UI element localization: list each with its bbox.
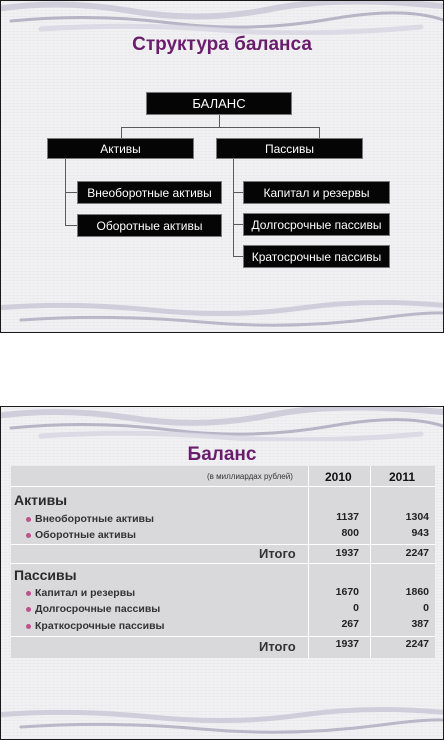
total-value: 2247: [405, 638, 429, 650]
total-value: 1937: [335, 638, 359, 650]
section-liabilities: Пассивы: [14, 567, 77, 583]
total-value: 1937: [335, 547, 359, 559]
connector-line: [65, 192, 77, 193]
brush-stroke-decoration: [1, 407, 443, 441]
value-cell: 0: [423, 602, 429, 614]
connector-line: [219, 114, 220, 127]
node-assets: Активы: [47, 138, 194, 159]
row-label: Оборотные активы: [26, 529, 136, 541]
year-header: 2011: [389, 470, 416, 484]
bullet-icon: [26, 607, 31, 612]
balance-table: [11, 466, 435, 658]
row-label: Краткосрочные пассивы: [26, 620, 165, 632]
connector-line: [121, 127, 320, 128]
node-liabilities: Пассивы: [216, 138, 363, 159]
value-cell: 943: [411, 527, 429, 539]
total-value: 2247: [405, 547, 429, 559]
value-cell: 387: [411, 618, 429, 630]
connector-line: [233, 159, 234, 257]
table-divider: [11, 563, 435, 564]
brush-stroke-decoration: [1, 1, 443, 35]
slide-title: Баланс: [187, 444, 257, 465]
bullet-icon: [26, 533, 31, 538]
table-divider: [11, 486, 435, 487]
bullet-icon: [26, 517, 31, 522]
node-capital-reserves: Капитал и резервы: [243, 181, 390, 204]
table-divider: [370, 466, 371, 658]
total-label: Итого: [259, 546, 296, 561]
bullet-icon: [26, 591, 31, 596]
table-divider: [11, 544, 435, 545]
unit-note: (в миллиардах рублей): [207, 472, 293, 481]
node-long-term-liabilities: Долгосрочные пассивы: [243, 213, 390, 236]
bullet-icon: [26, 624, 31, 629]
value-cell: 1137: [336, 511, 359, 523]
slide-balance-structure: [0, 0, 444, 333]
value-cell: 1304: [405, 511, 429, 523]
connector-line: [233, 256, 243, 257]
value-cell: 267: [341, 618, 359, 630]
connector-line: [233, 192, 243, 193]
row-label: Внеоборотные активы: [26, 513, 154, 525]
value-cell: 1670: [335, 586, 359, 598]
connector-line: [233, 224, 243, 225]
total-label: Итого: [259, 639, 296, 654]
row-label: Долгосрочные пассивы: [26, 603, 160, 615]
row-label: Капитал и резервы: [26, 587, 135, 599]
connector-line: [65, 225, 77, 226]
slide-title: Структура баланса: [132, 34, 312, 55]
node-short-term-liabilities: Кратосрочные пассивы: [243, 245, 390, 268]
node-current-assets: Оборотные активы: [77, 214, 222, 237]
node-balance: БАЛАНС: [146, 92, 292, 115]
table-divider: [308, 466, 309, 658]
table-divider: [11, 636, 435, 637]
brush-stroke-decoration: [1, 298, 443, 332]
value-cell: 0: [353, 602, 359, 614]
node-noncurrent-assets: Внеоборотные активы: [77, 181, 222, 204]
year-header: 2010: [325, 470, 352, 484]
value-cell: 800: [341, 527, 359, 539]
brush-stroke-decoration: [1, 705, 443, 739]
value-cell: 1860: [405, 586, 429, 598]
section-assets: Активы: [14, 492, 68, 508]
